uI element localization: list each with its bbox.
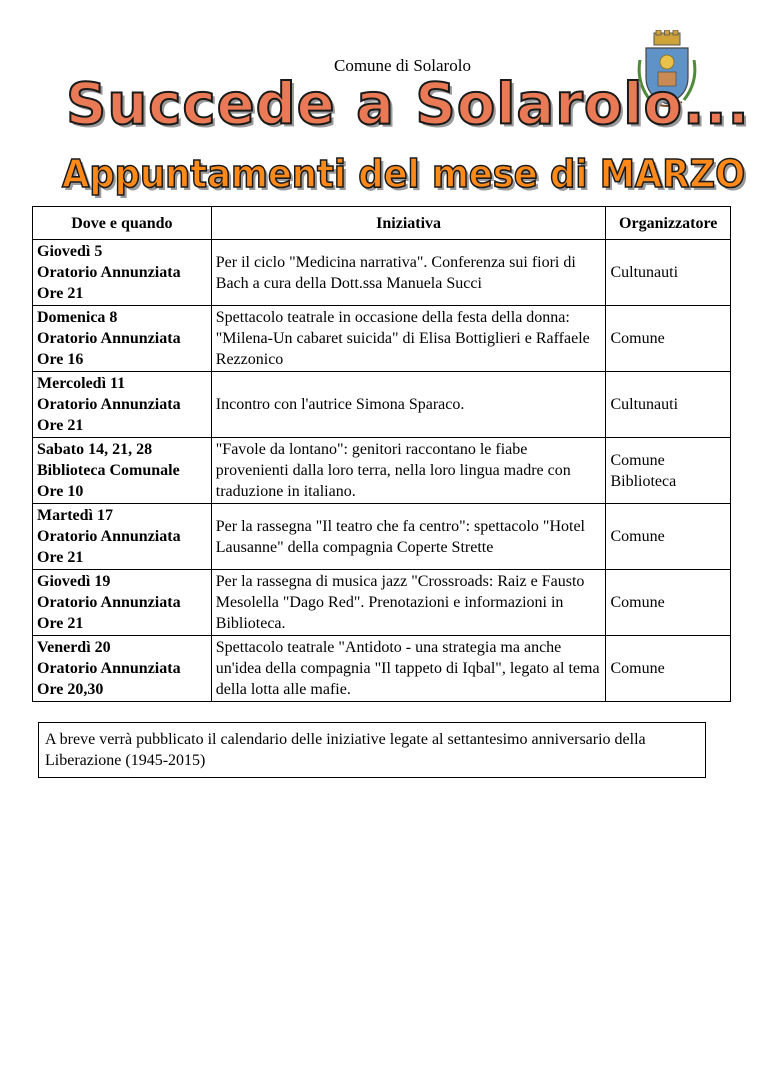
cell-organizer	[606, 306, 731, 372]
event-day: Martedì 17	[37, 507, 113, 524]
event-place: Oratorio Annunziata	[37, 330, 181, 347]
event-day: Giovedì 5	[37, 243, 103, 260]
cell-initiative: Spettacolo teatrale in occasione della festa della donna: "Milena-Un cabaret suicida" di Elisa Bottiglieri e Raffaele Rezzonico	[211, 306, 606, 372]
organizer-name: Comune	[610, 660, 665, 677]
event-day: Giovedì 19	[37, 573, 111, 590]
column-header-when: Dove e quando	[33, 207, 212, 240]
column-header-initiative: Iniziativa	[211, 207, 606, 240]
cell-when	[33, 570, 212, 636]
cell-when	[33, 438, 212, 504]
notice-box: A breve verrà pubblicato il calendario delle iniziative legate al settantesimo anniversario della Liberazione (1945-2015)	[38, 722, 706, 778]
event-place: Oratorio Annunziata	[37, 396, 181, 413]
event-day: Domenica 8	[37, 309, 118, 326]
table-row	[33, 570, 731, 636]
cell-organizer	[606, 372, 731, 438]
event-time: Ore 10	[37, 483, 84, 500]
page-title: Succede a Solarolo...	[66, 71, 750, 138]
municipality-name: Comune di Solarolo	[334, 56, 471, 75]
cell-when	[33, 504, 212, 570]
events-table	[32, 206, 731, 702]
organizer-name: Comune	[610, 330, 665, 347]
cell-organizer	[606, 570, 731, 636]
event-time: Ore 21	[37, 615, 84, 632]
cell-organizer	[606, 636, 731, 702]
page-subtitle: Appuntamenti del mese di MARZO	[62, 152, 746, 196]
table-row	[33, 306, 731, 372]
event-time: Ore 21	[37, 549, 84, 566]
cell-initiative: Spettacolo teatrale "Antidoto - una strategia ma anche un'idea della compagnia "Il tappeto di Iqbal", legato al tema della lotta alle mafie.	[211, 636, 606, 702]
cell-initiative: "Favole da lontano": genitori raccontano le fiabe provenienti dalla loro terra, nella loro lingua madre con traduzione in italiano.	[211, 438, 606, 504]
event-time: Ore 20,30	[37, 681, 104, 698]
cell-organizer	[606, 438, 731, 504]
organizer-name: Comune	[610, 594, 665, 611]
table-row	[33, 504, 731, 570]
cell-when	[33, 240, 212, 306]
cell-initiative: Per il ciclo "Medicina narrativa". Conferenza sui fiori di Bach a cura della Dott.ssa Manuela Succi	[211, 240, 606, 306]
event-time: Ore 21	[37, 285, 84, 302]
cell-when	[33, 306, 212, 372]
table-row	[33, 636, 731, 702]
organizer-name: Cultunauti	[610, 396, 679, 413]
event-place: Oratorio Annunziata	[37, 594, 181, 611]
column-header-organizer: Organizzatore	[606, 207, 731, 240]
organizer-name: Cultunauti	[610, 264, 679, 281]
table-row	[33, 438, 731, 504]
event-place: Oratorio Annunziata	[37, 528, 181, 545]
cell-organizer	[606, 504, 731, 570]
event-time: Ore 21	[37, 417, 84, 434]
event-place: Oratorio Annunziata	[37, 660, 181, 677]
cell-initiative: Per la rassegna di musica jazz "Crossroads: Raiz e Fausto Mesolella "Dago Red". Prenotazioni e informazioni in Biblioteca.	[211, 570, 606, 636]
cell-initiative: Per la rassegna "Il teatro che fa centro": spettacolo "Hotel Lausanne" della compagnia Coperte Strette	[211, 504, 606, 570]
cell-when	[33, 636, 212, 702]
table-header-row	[33, 207, 731, 240]
event-day: Venerdì 20	[37, 639, 111, 656]
cell-organizer	[606, 240, 731, 306]
organizer-name: Biblioteca	[610, 472, 677, 490]
event-time: Ore 16	[37, 351, 84, 368]
event-day: Sabato 14, 21, 28	[37, 441, 153, 458]
event-place: Oratorio Annunziata	[37, 264, 181, 281]
table-row	[33, 240, 731, 306]
organizer-name: Comune	[610, 528, 665, 545]
cell-when	[33, 372, 212, 438]
cell-initiative: Incontro con l'autrice Simona Sparaco.	[211, 372, 606, 438]
event-place: Biblioteca Comunale	[37, 462, 180, 479]
organizer-name: Comune	[610, 451, 665, 469]
table-row	[33, 372, 731, 438]
event-day: Mercoledì 11	[37, 375, 126, 392]
